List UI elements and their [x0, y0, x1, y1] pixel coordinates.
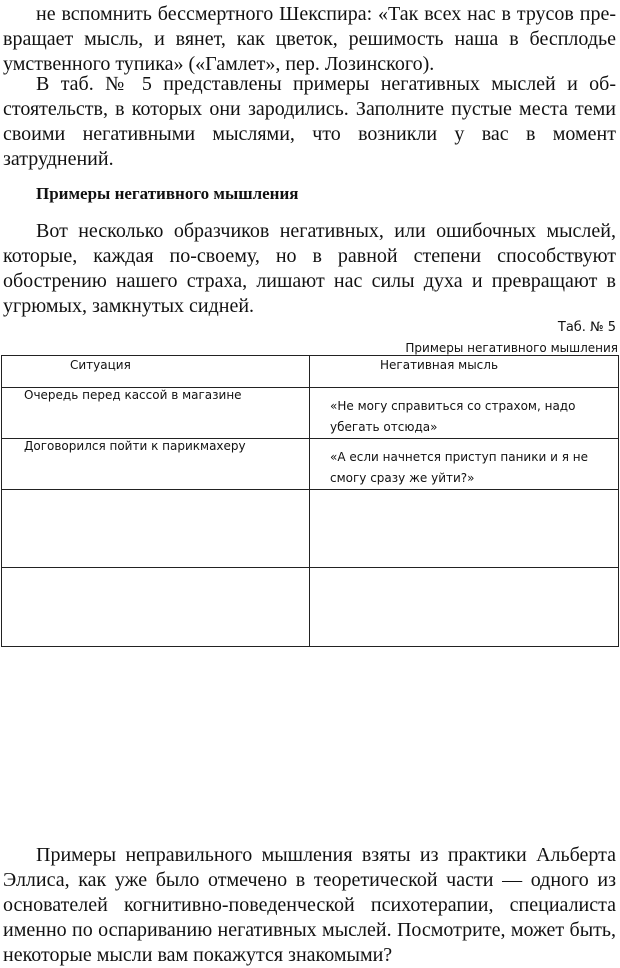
text-line: угрюмых, замкнутых сидней.	[3, 295, 255, 317]
text-line: умственного тупика» («Гамлет», пер. Лозинского).	[3, 53, 435, 75]
table-caption: Примеры негативного мышления	[405, 341, 618, 355]
header-thought: Негативная мысль	[310, 356, 619, 388]
paragraph-shakespeare-quote	[3, 2, 616, 77]
text-line: Вот несколько образчиков негативных, или ошибочных мыслей,	[36, 220, 616, 242]
table-row	[2, 439, 619, 490]
text-line: затруднений.	[3, 148, 114, 170]
table-row	[2, 388, 619, 439]
cell-thought-empty	[310, 568, 619, 647]
table-row-empty	[2, 568, 619, 647]
cell-situation: Договорился пойти к парикмахеру	[2, 439, 310, 490]
table-row-empty	[2, 490, 619, 568]
text-line: не вспомнить бессмертного Шекспира: «Так всех нас в трусов пре-	[36, 3, 616, 25]
text-line: Примеры неправильного мышления взяты из практики Альберта	[36, 844, 616, 866]
cell-situation-empty	[2, 490, 310, 568]
cell-thought: «А если начнется приступ паники и я не смогу сразу же уйти?»	[310, 439, 619, 490]
text-line: именно по оспариванию негативных мыслей. Посмотрите, может быть,	[3, 919, 616, 941]
cell-situation: Очередь перед кассой в магазине	[2, 388, 310, 439]
table-header-row	[2, 356, 619, 388]
table-number: Таб. № 5	[557, 320, 616, 335]
text-line: своими негативными мыслями, что возникли у вас в момент	[3, 123, 616, 145]
cell-situation-empty	[2, 568, 310, 647]
text-line: вращает мысль, и вянет, как цветок, решимость наша в бесплодье	[3, 28, 616, 50]
paragraph-table-intro	[3, 72, 616, 172]
text-line: которые, каждая по-своему, но в равной степени способствуют	[3, 245, 616, 267]
section-heading: Примеры негативного мышления	[36, 184, 299, 203]
text-line: стоятельств, в которых они зародились. Заполните пустые места теми	[3, 98, 616, 120]
text-line: основателей когнитивно-поведенческой психотерапии, специалиста	[3, 894, 616, 916]
negative-thinking-table	[1, 355, 619, 647]
text-line: обострению нашего страха, лишают нас силы духа и превращают в	[3, 270, 616, 292]
cell-thought: «Не могу справиться со страхом, надо убегать отсюда»	[310, 388, 619, 439]
text-line: некоторые мысли вам покажутся знакомыми?	[3, 944, 393, 966]
cell-thought-empty	[310, 490, 619, 568]
text-line: Эллиса, как уже было отмечено в теоретической части — одного из	[3, 869, 616, 891]
text-line: В таб. № 5 представлены примеры негативных мыслей и об-	[36, 73, 616, 95]
paragraph-ellis	[3, 843, 616, 968]
header-situation: Ситуация	[2, 356, 310, 388]
paragraph-examples-intro	[3, 219, 616, 319]
